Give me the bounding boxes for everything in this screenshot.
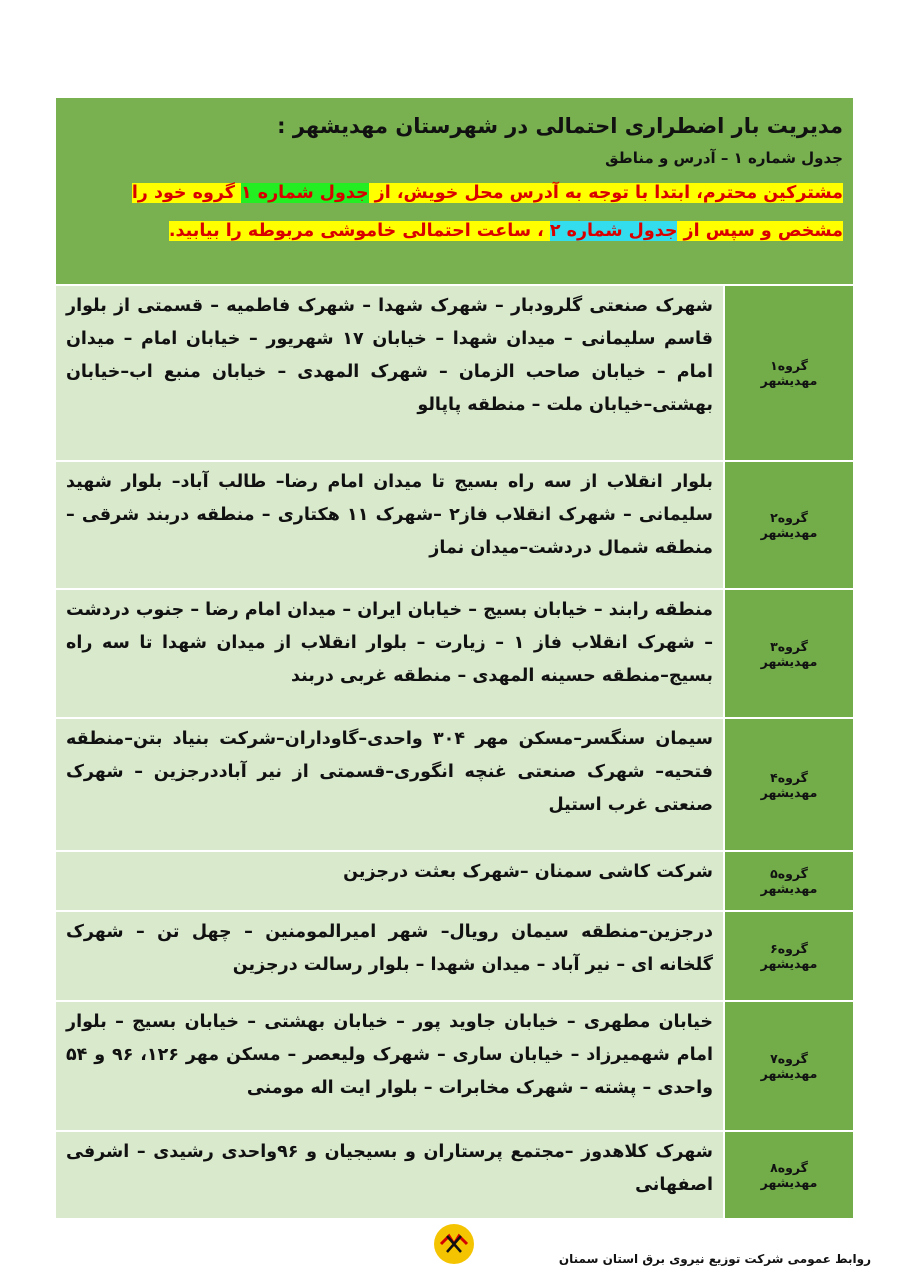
table-row (56, 717, 853, 850)
notice-part3: ، ساعت احتمالی خاموشی مربوطه را بیابید. (168, 221, 550, 241)
group-label: گروه۲ (770, 510, 808, 525)
group-city: مهدیشهر (760, 373, 818, 388)
group-city: مهدیشهر (760, 881, 818, 896)
group-cell (723, 286, 853, 460)
group-city: مهدیشهر (760, 1066, 818, 1081)
notice-part2: گروه خود را مشخص و سپس از (131, 183, 843, 241)
table-row (56, 910, 853, 1000)
electricity-company-logo-icon (432, 1222, 476, 1266)
table-row (56, 588, 853, 717)
table-header (56, 98, 853, 284)
table-row (56, 460, 853, 588)
group-label: گروه۳ (770, 638, 808, 654)
group-cell (723, 852, 853, 910)
page-footer (0, 1222, 909, 1280)
table-row (56, 850, 853, 910)
group-cell (723, 1132, 853, 1218)
table-subtitle: جدول شماره ۱ – آدرس و مناطق (605, 149, 843, 167)
address-cell: شهرک کلاهدوز –مجتمع پرستاران و بسیجیان و ۹۶واحدی رشیدی – اشرفی اصفهانی (56, 1132, 723, 1218)
notice-text (66, 174, 843, 250)
group-cell (723, 590, 853, 717)
outage-table (56, 98, 853, 1218)
address-cell: خیابان مطهری – خیابان جاوید پور – خیابان بهشتی – خیابان بسیج – بلوار امام شهمیرزاد – خیابان ساری – شهرک ولیعصر – مسکن مهر ۱۲۶، ۹۶ و ۵۴ واحدی – پشته – شهرک مخابرات – بلوار ایت اله مومنی (56, 1002, 723, 1130)
notice-table2: جدول شماره ۲ (549, 221, 678, 241)
group-cell (723, 912, 853, 1000)
group-city: مهدیشهر (760, 1175, 818, 1190)
table-row (56, 284, 853, 460)
group-city: مهدیشهر (760, 956, 818, 971)
table-row (56, 1000, 853, 1130)
group-city: مهدیشهر (760, 653, 818, 669)
group-label: گروه۴ (770, 769, 808, 785)
table-row (56, 1130, 853, 1218)
footer-text: روابط عمومی شرکت توزیع نیروی برق استان سمنان (558, 1252, 871, 1266)
group-label: گروه۱ (770, 358, 808, 373)
page-title: مدیریت بار اضطراری احتمالی در شهرستان مهدیشهر : (277, 114, 843, 138)
group-label: گروه۶ (770, 941, 808, 956)
address-cell: شرکت کاشی سمنان –شهرک بعثت درجزین (56, 852, 723, 910)
group-cell (723, 1002, 853, 1130)
group-rows (56, 284, 853, 1218)
address-cell: شهرک صنعتی گلرودبار – شهرک شهدا – شهرک فاطمیه – قسمتی از بلوار قاسم سلیمانی – میدان شهدا – خیابان ۱۷ شهریور – خیابان امام – میدان امام – خیابان صاحب الزمان – شهرک المهدی – خیابان منبع اب–خیابان بهشتی–خیابان ملت – منطقه پاپالو (56, 286, 723, 460)
group-cell (723, 462, 853, 588)
address-cell: منطقه رابند – خیابان بسیج – خیابان ایران – میدان امام رضا – جنوب دردشت – شهرک انقلاب فاز ۱ – زیارت – بلوار انقلاب از میدان شهدا تا سه راه بسیج–منطقه حسینه المهدی – منطقه غربی دربند (56, 590, 723, 717)
group-cell (723, 719, 853, 850)
group-city: مهدیشهر (760, 784, 818, 800)
address-cell: درجزین–منطقه سیمان رویال– شهر امیرالمومنین – چهل تن – شهرک گلخانه ای – نیر آباد – میدان شهدا – بلوار رسالت درجزین (56, 912, 723, 1000)
group-label: گروه۵ (770, 866, 808, 881)
group-label: گروه۸ (770, 1160, 808, 1175)
notice-table1: جدول شماره ۱ (241, 183, 369, 203)
address-cell: بلوار انقلاب از سه راه بسیج تا میدان امام رضا– طالب آباد– بلوار شهید سلیمانی – شهرک انقلاب فاز۲ –شهرک ۱۱ هکتاری – منطقه دربند شرقی – منطقه شمال دردشت–میدان نماز (56, 462, 723, 588)
notice-part1: مشترکین محترم، ابتدا با توجه به آدرس محل خویش، از (368, 183, 843, 203)
group-label: گروه۷ (770, 1051, 808, 1066)
address-cell: سیمان سنگسر–مسکن مهر ۳۰۴ واحدی–گاوداران–شرکت بنیاد بتن–منطقه فتحیه– شهرک صنعتی غنچه انگوری–قسمتی از نیر آباددرجزین – شهرک صنعتی غرب استیل (56, 719, 723, 850)
group-city: مهدیشهر (760, 525, 818, 540)
